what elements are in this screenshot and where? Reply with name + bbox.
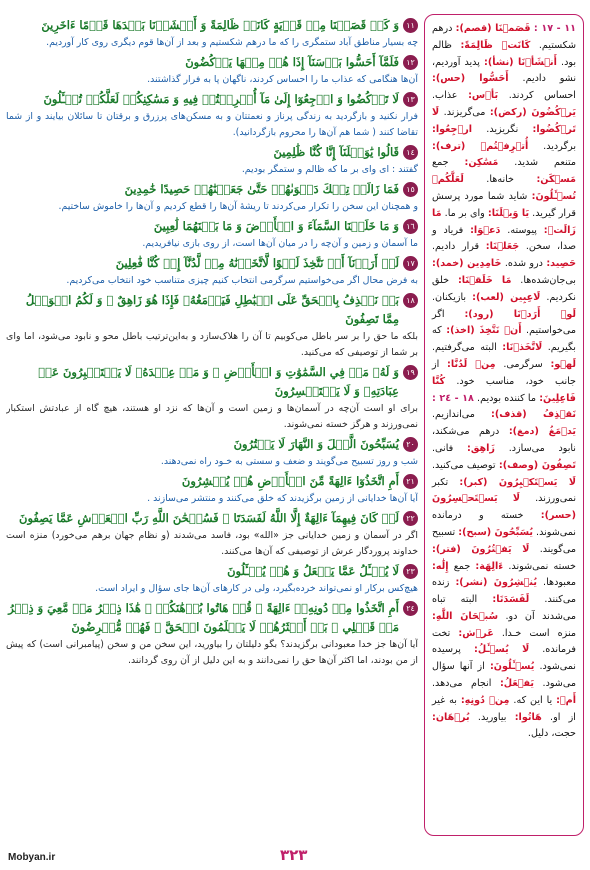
verse-block [6, 180, 418, 215]
vocab-term: لَوۡ أَرَدۡنَا (رود): [464, 308, 576, 320]
verse-arabic-text: لَوۡ كَانَ فِيهِمَآ ءَالِهَةٌ إِلَّا اللَّهُ لَفَسَدَتَا ۚ فَسُبۡحَٰنَ اللَّهِ رَبِّ الۡعَرۡشِ عَمَّا يَصِفُونَ [19, 511, 399, 525]
vocab-meaning: تكبر نمى‌ورزند. [432, 476, 576, 505]
vocab-term: تَصِفُونَ (وصف): [498, 459, 576, 471]
verse-number-badge: ٢٣ [403, 564, 418, 579]
vocab-verse-range: ١٨ - ٢٤ : [432, 392, 474, 404]
verse-number-badge: ١٣ [403, 92, 418, 107]
verse-number-badge: ١٤ [403, 145, 418, 160]
verse-line [6, 562, 418, 581]
vocab-meaning: پيوسته. [507, 224, 537, 236]
vocab-term: يَدۡمَغُ (دمغ): [508, 426, 576, 438]
vocab-meaning: درهم مى‌شكند، نابود مى‌سازد. [432, 426, 576, 454]
vocab-term: عَرۡش: [458, 627, 494, 639]
vocab-term: مَسۡكَن: [536, 174, 576, 186]
vocab-meaning: شايد شما مورد پرسش قرار گيريد. [432, 190, 576, 219]
verse-line [6, 435, 418, 454]
verse-block [6, 509, 418, 560]
vocab-term: مَا زَالَتۡ: [432, 207, 576, 236]
verse-line [6, 291, 418, 329]
vocab-meaning: فانى. [432, 442, 454, 454]
vocab-meaning: درهم شكستيم. [432, 23, 576, 51]
verse-arabic-text: لَوۡ أَرَدۡنَآ أَنۡ نَتَّخِذَ لَهۡوًا لَّاتَّخَذۡنَٰهُ مِنۡ لَّدُنَّآ إِنۡ كُنَّا فَٰعِلِينَ [115, 256, 399, 270]
vocab-term: خَامِدِين (خمد): [432, 258, 502, 270]
vocab-meaning: كه بگيريم. [432, 325, 576, 354]
verse-block [6, 291, 418, 361]
verse-arabic-text: وَ كَمۡ قَصَمۡنَا مِنۡ قَرۡيَةٍ كَانَتۡ ظَالِمَةً وَ أَنۡشَأۡنَا بَعۡدَهَا قَوۡمًا ءَاخَرِينَ [41, 18, 399, 32]
vocab-meaning: منزه است خـدا. [501, 627, 576, 639]
vocab-meaning: جمع [453, 560, 471, 572]
verse-line [6, 16, 418, 35]
vocab-meaning: خلق نكرديم. [432, 274, 576, 303]
vocab-term: قَصَمۡنَا (قصم): [455, 23, 531, 34]
vocab-meaning: يا اين كه. [513, 694, 553, 706]
vocab-meaning: تخت فرمانده. [432, 627, 576, 656]
site-watermark: Mobyan.ir [8, 852, 56, 863]
verse-translation: به فرض محال اگر مى‌خواستيم سرگرمى انتخاب كنيم چيزى متناسب خود انتخاب مى‌كرديم. [66, 275, 418, 286]
verse-translation: چه بسيار مناطق آباد ستمگرى را كه ما درهم شكستيم و بعد از آن‌ها قوم ديگرى روى كار آورديم. [46, 37, 418, 48]
vocab-term: سُبۡحَانَ اللَّهِ: [432, 610, 499, 622]
vocab-term: لَعَلَّكُمۡ تُسۡـَٔلُونَ: [432, 174, 576, 202]
verse-line [6, 509, 418, 528]
vocab-meaning: متنعم شديد. [514, 157, 576, 169]
verse-translation: هيچ‌كس بركار او نمى‌تواند خرده‌بگيرد، ولى در كارهاى آن‌ها جاى سؤال و ايراد است. [95, 583, 418, 594]
verse-block [6, 217, 418, 252]
verse-number-badge: ١١ [403, 18, 418, 33]
verse-arabic-text: أَمِ اتَّخَذُوٓا ءَالِهَةً مِّنَ الۡأَرۡضِ هُمۡ يُنۡشِرُونَ [181, 474, 399, 488]
verse-block [6, 472, 418, 507]
verse-line [6, 599, 418, 637]
verse-arabic-text: لَا يُسۡـَٔلُ عَمَّا يَفۡعَلُ وَ هُمۡ يُسۡـَٔلُونَ [227, 564, 399, 578]
vocab-meaning: سرگرمى. [503, 358, 543, 370]
vocab-meaning: توصيف مى‌كنيد. [432, 459, 496, 471]
verse-number-badge: ١٥ [403, 182, 418, 197]
verse-line [6, 143, 418, 162]
verse-block [6, 254, 418, 289]
vocab-meaning: از آنها سؤال مى‌شود. [432, 661, 576, 690]
vocab-meaning: از جانب خود، مناسب خود. [432, 358, 576, 387]
verse-arabic-text: فَلَمَّآ أَحَسُّوا بَأۡسَنَآ إِذَا هُمۡ مِنۡهَا يَرۡكُضُونَ [185, 55, 399, 69]
verse-block [6, 53, 418, 88]
vocab-meaning: خسته نمى‌شوند. [508, 560, 576, 572]
verse-arabic-text: وَ مَا خَلَقۡنَا السَّمَآءَ وَ الۡأَرۡضَ وَ مَا بَيۡنَهُمَا لَٰعِبِينَ [153, 219, 399, 233]
verse-translation: گفتند : اى واى بر ما كه ظالم و ستمگر بوديم. [241, 164, 418, 175]
vocabulary-box [424, 14, 584, 836]
vocab-term: لَا يَسۡتَكۡبِرُونَ (كبر): [459, 476, 576, 488]
verse-translation: فرار نكنيد و بازگرديد به زندگى پرناز و نعمتتان و به مسكن‌هاى پرزرق و برقتان تا سائلان بيايند و از شما تقاضا كنند ( شما هم آن‌ها را محروم بازگردانيد). [6, 111, 418, 138]
verse-translation: بلكه ما حق را بر سر باطل مى‌كوبيم تا آن را هلاک‌سازد و به‌اين‌ترتيب باطل محو و نابود مى‌شود، اما واى بر شما از توصيفى كه مى‌كنيد. [6, 331, 418, 358]
verse-arabic-text: لَا تَرۡكُضُوا وَ ارۡجِعُوٓا إِلَىٰ مَآ أُتۡرِفۡتُمۡ فِيهِ وَ مَسَٰكِنِكُمۡ لَعَلَّكُمۡ تُسۡـَٔلُونَ [43, 92, 399, 106]
verse-arabic-text: فَمَا زَالَتۡ تِلۡكَ دَعۡوَىٰهُمۡ حَتَّىٰ جَعَلۡنَٰهُمۡ حَصِيدًا خَٰمِدِينَ [124, 182, 399, 196]
vocab-term: مِنۡ لَدُنَّا: [447, 358, 496, 370]
vocab-term: يُسۡـَٔلُونَ: [489, 661, 535, 673]
verse-translation: اگر در آسمان و زمين خدايانى جز «الله» بود، فاسد مى‌شدند (و نظام جهان برهم مى‌خورد) منزه است خداوند پروردگار عرش از توصيفى كه آن‌ها مى‌كنند. [6, 530, 418, 557]
verse-line [6, 254, 418, 273]
vocab-meaning: البته تباه مى‌شدند آن دو. [432, 594, 576, 622]
verse-line [6, 363, 418, 401]
verse-line [6, 217, 418, 236]
vocab-term: حَصِيد: [546, 258, 576, 270]
verse-block [6, 599, 418, 669]
vocab-term: يَفۡعَلُ: [499, 678, 535, 690]
vocab-term: مَسَٰكِن: [464, 157, 499, 169]
vocab-meaning: درو شده. [504, 258, 543, 270]
vocab-meaning: واى بر ما. [444, 207, 485, 219]
vocab-meaning: احساس كردند. [508, 90, 576, 102]
vocab-term: نَقۡذِفُ (قذف): [491, 409, 576, 421]
vocab-term: أَمۡ: [556, 694, 576, 706]
vocab-term: يَا وَيۡلَنَا: [487, 207, 530, 219]
vocab-meaning: انجام مى‌دهد. [432, 678, 492, 690]
vocab-meaning: پرسيده نمى‌شود. [432, 644, 576, 673]
vocab-meaning: ظالم بود. [432, 39, 576, 68]
verse-number-badge: ٢٠ [403, 437, 418, 452]
vocab-term: يُنۡشِرُونَ (نشر): [455, 577, 537, 589]
vocab-term: مَا خَلَقۡنَا: [457, 274, 512, 286]
vocab-meaning: پديد آورديم، نشو داديم. [432, 56, 576, 85]
verse-line [6, 90, 418, 109]
verse-block [6, 435, 418, 470]
vocab-meaning: خسته و درمانده نمى‌شوند. [432, 510, 576, 538]
verse-translation: شب و روز تسبيح مى‌گويند و ضعف و سستى به خـود راه نمى‌دهند. [160, 456, 418, 467]
vocab-meaning: بازيكنان. [432, 291, 467, 303]
vocab-meaning: معبودها. [543, 577, 576, 589]
verse-translation: و همچنان اين سخن را تكرار مى‌كردند تا ريشهٔ آن‌ها را قطع كرديم و آن‌ها را خاموش ساختيم. [58, 201, 418, 212]
vocab-meaning: مى‌اندازيم. [432, 409, 475, 421]
vocab-meaning: زنده مى‌كنند. [432, 577, 576, 606]
vocab-meaning: به غير از او. [432, 694, 576, 723]
vocab-meaning: عذاب. [432, 90, 458, 102]
vocab-meaning: قرار داديم. [432, 241, 480, 253]
vocab-term: زَاهِق: [466, 442, 495, 454]
verse-translation: براى او است آن‌چه در آسمان‌ها و زمين است و آن‌ها كه نزد او هستند، هيچ گاه از عبادتش استكبار نمى‌ورزند و هرگز خسته نمى‌شوند. [6, 403, 418, 430]
page [6, 6, 584, 844]
verses-column [6, 14, 418, 836]
vocab-meaning: تسبيح مى‌گويند. [432, 526, 576, 555]
verse-block [6, 90, 418, 141]
vocab-term: لَفَسَدَتَا: [492, 594, 530, 606]
verse-line [6, 472, 418, 491]
verse-block [6, 143, 418, 178]
vocab-term: يَرۡكُضُونَ (ركض): [489, 106, 576, 118]
vocab-meaning: خانه‌ها. [486, 174, 514, 186]
verse-translation: آن‌ها هنگامى كه عذاب ما را احساس كردند، ناگهان پا به فرار گذاشتند. [147, 74, 418, 85]
verse-line [6, 180, 418, 199]
vocab-term: أَنۡ نَتَّخِذَ (اخذ): [446, 325, 522, 337]
verse-number-badge: ١٧ [403, 256, 418, 271]
vocab-term: كَانَتۡ ظَالِمَةً: [460, 39, 531, 51]
vocab-term: لَاعِبِين (لعب): [472, 291, 541, 303]
verse-number-badge: ١٩ [403, 365, 418, 380]
vocab-term: يُسَبِّحُونَ (سبح): [458, 526, 533, 538]
vocab-term: لَهۡو: [550, 358, 576, 370]
vocab-term: ءَالِهَة: [475, 560, 504, 572]
vocab-meaning: بى‌جان‌شده‌ها. [520, 274, 576, 286]
vocab-term: لَا يَسۡتَحۡسِرُونَ (حسر): [432, 493, 576, 522]
verse-block [6, 562, 418, 597]
vocab-term: مِنۡ دُونِهِ: [460, 694, 510, 706]
vocab-meaning: مى‌گريزند. [443, 106, 486, 118]
vocab-term: إِلَٰه: [432, 560, 449, 572]
verse-arabic-text: يُسَبِّحُونَ الَّيۡلَ وَ النَّهَارَ لَا يَفۡتُرُونَ [233, 437, 399, 451]
page-number: ٣٢٣ [280, 846, 308, 864]
vocab-term: أَحَسُّوا (حس): [432, 73, 509, 85]
verse-translation: آيا آن‌ها خدايانى از زمين برگزيدند كه خلق مى‌كنند و منتشر مى‌سازند . [147, 493, 418, 504]
vocab-meaning: البته مى‌گرفتيم. [432, 342, 497, 354]
vocab-term: بُرۡهَان: [432, 711, 470, 723]
vocab-term: أُتۡرِفۡتُمۡ (ترف): [432, 140, 529, 152]
verse-number-badge: ١٨ [403, 293, 418, 308]
verse-arabic-text: بَلۡ نَقۡذِفُ بِالۡحَقِّ عَلَى الۡبَٰطِلِ فَيَدۡمَغُهُۥ فَإِذَا هُوَ زَاهِقٌ ۚ وَ لَكُمُ الۡوَيۡلُ مِمَّا تَصِفُونَ [25, 293, 399, 326]
vocab-meaning: برگرديد. [543, 140, 576, 152]
verse-block [6, 16, 418, 51]
verse-arabic-text: قَالُوا يَٰوَيۡلَنَآ إِنَّا كُنَّا ظَٰلِمِينَ [273, 145, 399, 159]
vocab-meaning: ما كننده بوديم. [477, 392, 536, 404]
vocab-term: جَعَلۡنَا: [485, 241, 520, 253]
vocab-meaning: جمع [432, 157, 449, 169]
verse-block [6, 363, 418, 433]
verse-translation: ما آسمان و زمين و آن‌چه را در ميان آن‌ها است، از روى بازى نيافريديم. [142, 238, 418, 249]
vocab-term: لَا يُسۡـَٔلُ: [473, 644, 530, 656]
vocab-term: هَاتُوا: [514, 711, 542, 723]
verse-line [6, 53, 418, 72]
vocab-meaning: بياوريد. [477, 711, 507, 723]
verse-number-badge: ٢١ [403, 474, 418, 489]
vocab-term: أَنۡشَأۡنَا (نشأ): [483, 56, 557, 68]
verse-number-badge: ٢٤ [403, 601, 418, 616]
vocab-term: بَأۡس: [468, 90, 499, 102]
vocab-term: دَعۡوَا: [470, 224, 501, 236]
verse-arabic-text: أَمِ اتَّخَذُوا مِنۡ دُونِهِۦٓ ءَالِهَةً ۖ قُلۡ هَاتُوا بُرۡهَٰنَكُمۡ ۖ هَٰذَا ذِكۡرُ مَنۡ مَّعِيَ وَ ذِكۡرُ مَنۡ قَبۡلِي ۗ بَلۡ أَكۡثَرُهُمۡ لَا يَعۡلَمُونَ الۡحَقَّ ۖ فَهُمۡ مُّعۡرِضُونَ [8, 601, 399, 634]
vocab-term: ارۡجِعُوا: [432, 123, 473, 135]
verse-number-badge: ١٢ [403, 55, 418, 70]
vocab-term: لَا يَفۡتُرُونَ (فتر): [432, 543, 530, 555]
verse-number-badge: ٢٢ [403, 511, 418, 526]
vocab-meaning: اگر مى‌خواستيم. [432, 308, 576, 337]
verse-translation: آيا آن‌ها جز خدا معبودانى برگزيدند؟ بگو دليلتان را بياوريد، اين سخن من و سخن (پيامبرانى است) كه پيش از من بودند، اما اكثر آن‌ها حق را نمى‌دانند و به اين دليل از آن روى گردانند. [6, 639, 418, 666]
verse-arabic-text: وَ لَهُۥ مَنۡ فِي السَّمَٰوَٰتِ وَ الۡأَرۡضِ ۚ وَ مَنۡ عِنۡدَهُۥ لَا يَسۡتَكۡبِرُونَ عَنۡ عِبَادَتِهِۦ وَ لَا يَسۡتَحۡسِرُونَ [38, 365, 399, 398]
vocab-term: لَا تَرۡكُضُوا: [432, 106, 576, 135]
verse-number-badge: ١٦ [403, 219, 418, 234]
vocab-meaning: فرياد و صدا، سخن. [432, 224, 576, 253]
vocab-meaning: حجت، دليل. [527, 728, 576, 740]
vocab-term: كُنَّا فَاعِلِينَ: [432, 375, 576, 404]
vocab-term: لَاتَّخَذۡنَا: [502, 342, 543, 354]
vocab-verse-range: ١١ - ١٧ : [533, 23, 576, 34]
vocab-meaning: نگريزيد. [486, 123, 519, 135]
